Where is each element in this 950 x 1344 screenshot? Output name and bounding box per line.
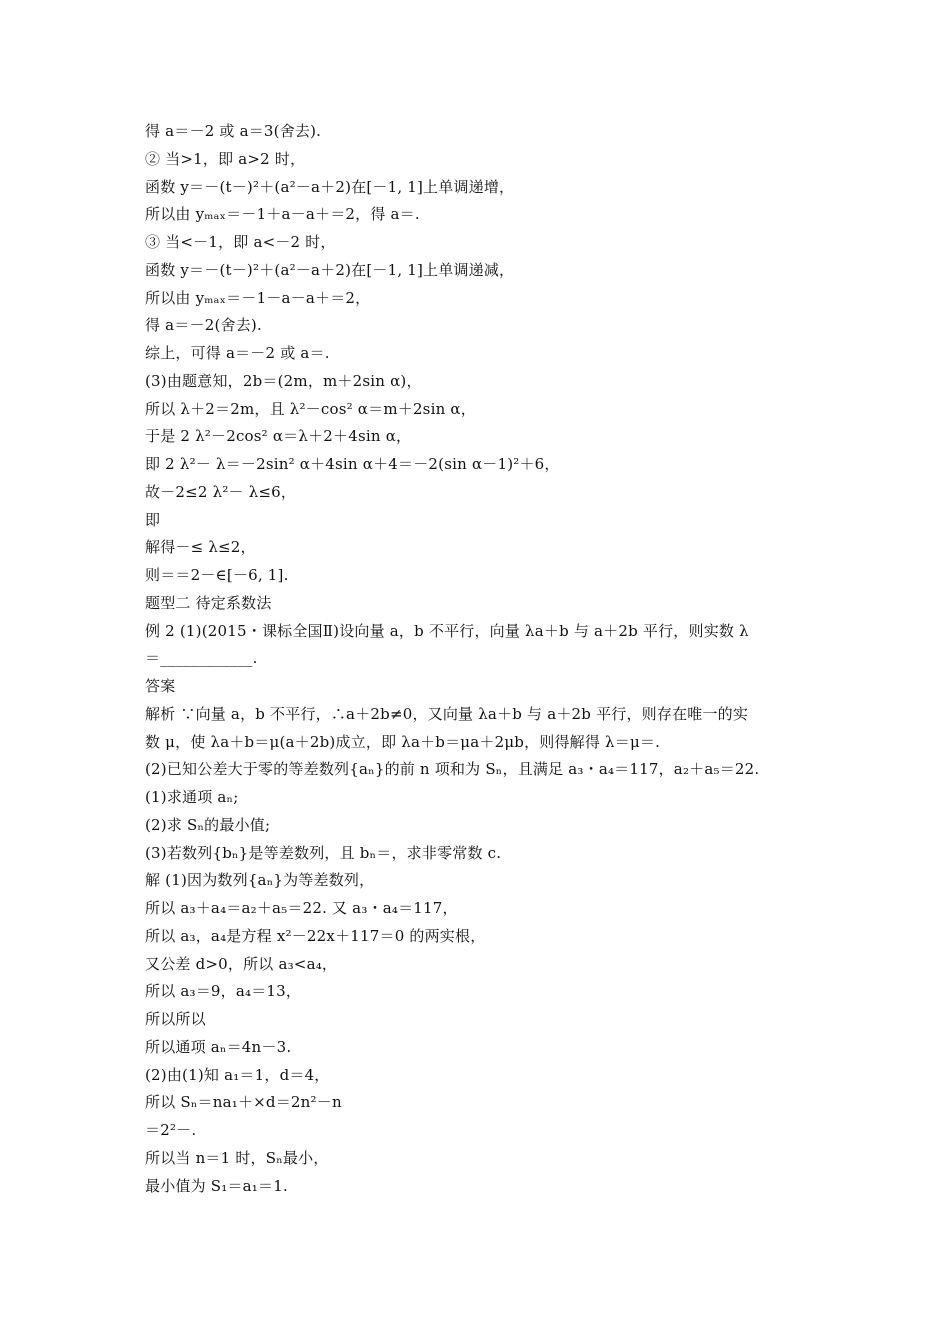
solution-text: [145, 118, 815, 1200]
solution-line: 所以 a₃，a₄是方程 x²－22x＋117＝0 的两实根，: [145, 926, 486, 945]
solution-line: 所以 Sₙ＝na₁＋×d＝2n²－n: [145, 1093, 342, 1112]
text-line: 所以由 yₘₐₓ＝－1－a－a＋＝2，: [145, 288, 371, 307]
analysis-line: 数 μ，使 λa＋b＝μ(a＋2b)成立，即 λa＋b＝μa＋2μb，则得解得 λ＝μ＝.: [145, 732, 661, 751]
solution-line: 所以所以: [145, 1010, 206, 1028]
solution-line: (2)由(1)知 a₁＝1，d＝4，: [145, 1065, 330, 1084]
text-line: 所以 λ＋2＝2m，且 λ²－cos² α＝m＋2sin α，: [145, 399, 476, 418]
solution-line: 所以 a₃＋a₄＝a₂＋a₅＝22. 又 a₃・a₄＝117，: [145, 899, 458, 917]
answer-blank: ＝____________.: [145, 649, 258, 668]
solution-line: ＝2²－.: [145, 1121, 197, 1139]
problem-statement: (2)已知公差大于零的等差数列{aₙ}的前 n 项和为 Sₙ，且满足 a₃・a₄＝117，a₂＋a₅＝22.: [145, 760, 760, 779]
solution-line: 所以 a₃＝9，a₄＝13，: [145, 982, 302, 1001]
text-line: 即 2 λ²－ λ＝－2sin² α＋4sin α＋4＝－2(sin α－1)²＋6，: [145, 455, 560, 473]
subquestion: (3)若数列{bₙ}是等差数列，且 bₙ＝，求非零常数 c.: [145, 843, 502, 862]
solution-line: 最小值为 S₁＝a₁＝1.: [145, 1176, 288, 1195]
solution-line: 所以当 n＝1 时，Sₙ最小，: [145, 1148, 329, 1167]
text-line: 函数 y＝－(t－)²＋(a²－a＋2)在[－1, 1]上单调递减，: [145, 260, 515, 279]
answer-label: 答案: [145, 677, 176, 695]
analysis-line: 解析 ∵向量 a，b 不平行，∴a＋2b≠0，又向量 λa＋b 与 a＋2b 平行，则存在唯一的实: [145, 704, 749, 723]
text-line: 得 a＝－2(舍去).: [145, 316, 262, 335]
text-line: 得 a＝－2 或 a＝3(舍去).: [145, 122, 322, 140]
solution-line: 解 (1)因为数列{aₙ}为等差数列，: [145, 871, 375, 890]
text-line: 解得－≤ λ≤2，: [145, 538, 256, 557]
text-line: 即: [145, 510, 161, 529]
text-line: ③ 当<－1，即 a<－2 时，: [145, 233, 336, 251]
example-question: 例 2 (1)(2015・课标全国Ⅱ)设向量 a，b 不平行，向量 λa＋b 与 a＋2b 平行，则实数 λ: [145, 621, 749, 640]
text-line: 所以由 yₘₐₓ＝－1＋a－a＋＝2，得 a＝.: [145, 205, 420, 224]
text-line: 综上，可得 a＝－2 或 a＝.: [145, 344, 330, 362]
text-line: ② 当>1，即 a>2 时，: [145, 149, 306, 168]
text-line: 于是 2 λ²－2cos² α＝λ＋2＋4sin α，: [145, 427, 412, 446]
text-line: 函数 y＝－(t－)²＋(a²－a＋2)在[－1, 1]上单调递增，: [145, 177, 515, 196]
solution-line: 所以通项 aₙ＝4n－3.: [145, 1037, 292, 1056]
text-line: 故－2≤2 λ²－ λ≤6，: [145, 482, 297, 501]
section-heading: 题型二 待定系数法: [145, 593, 272, 612]
subquestion: (1)求通项 aₙ;: [145, 788, 239, 806]
text-line: 则＝＝2－∈[－6, 1].: [145, 566, 289, 584]
solution-line: 又公差 d>0，所以 a₃<a₄，: [145, 954, 338, 973]
text-line: (3)由题意知，2b＝(2m，m＋2sin α)，: [145, 371, 422, 390]
subquestion: (2)求 Sₙ的最小值;: [145, 815, 271, 834]
